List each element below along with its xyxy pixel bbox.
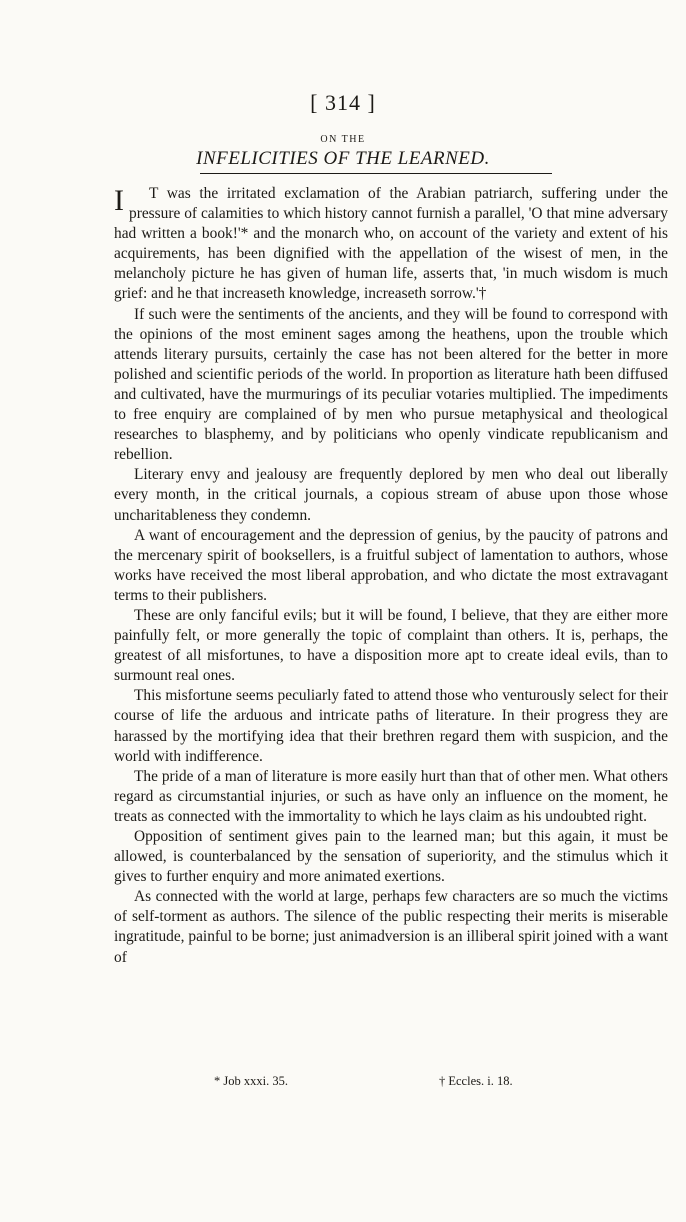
- article-title: INFELICITIES OF THE LEARNED.: [196, 148, 490, 169]
- paragraph-5: These are only fanciful evils; but it will be found, I believe, that they are either more painfully felt, or more generally the topic of complaint than others. It is, perhaps, the greatest of all misfortunes, to have a disposition more apt to create ideal evils, than to surmount real ones.: [114, 606, 668, 685]
- paragraph-6: This misfortune seems peculiarly fated to attend those who venturously select for their course of life the arduous and intricate paths of literature. In their progress they are harassed by the mortifying idea that their brethren regard them with suspicion, and the world with indifference.: [114, 687, 668, 765]
- paragraph-8: Opposition of sentiment gives pain to the learned man; but this again, it must be allowed, is counterbalanced by the sensation of superiority, and the stimulus which it gives to further enquiry and more animated exertions.: [114, 828, 668, 886]
- page-number: [ 314 ]: [310, 90, 376, 115]
- paragraph-3: Literary envy and jealousy are frequently deplored by men who deal out liberally every month, in the critical journals, a copious stream of abuse upon those whose uncharitableness they condemn.: [114, 466, 668, 524]
- footnote-job: * Job xxxi. 35.: [214, 1074, 288, 1088]
- paragraph-4: A want of encouragement and the depression of genius, by the paucity of patrons and the mercenary spirit of booksellers, is a fruitful subject of lamentation to authors, whose works have received the most liberal approbation, and who dictate the most extravagant terms to their publishers.: [114, 526, 668, 604]
- drop-cap: I: [114, 184, 124, 217]
- footnote-eccles: † Eccles. i. 18.: [439, 1074, 513, 1088]
- paragraph-2: If such were the sentiments of the ancients, and they will be found to correspond with the opinions of the most eminent sages among the heathens, upon the trouble which attends literary pursuits, certainly the case has not been altered for the better in more polished and scientific periods of the world. In proportion as literature hath been diffused and cultivated, have the murmurings of its peculiar votaries multiplied. The impediments to free enquiry are complained of by men who pursue metaphysical and theological researches to blasphemy, and by politicians who openly vindicate republicanism and rebellion.: [114, 305, 668, 464]
- title-kicker: ON THE: [320, 134, 366, 145]
- paragraph-1-text: T was the irritated exclamation of the Arabian patriarch, suffering under the pressure of calamities to which history cannot furnish a parallel, 'O that mine adversary had written a book!'* and the monarch who, on account of the variety and extent of his acquirements, has been dignified with the appellation of the wisest of men, in the melancholy picture he has given of human life, asserts that, 'in much wisdom is much grief: and he that increaseth knowledge, increaseth sorrow.'†: [114, 185, 668, 303]
- paragraph-1: [114, 184, 668, 305]
- title-underline: [200, 173, 552, 174]
- paragraph-9: As connected with the world at large, perhaps few characters are so much the victims of self-torment as authors. The silence of the public respecting their merits is miserable ingratitude, painful to be borne; just animadversion is an illiberal spirit joined with a want of: [114, 888, 668, 966]
- paragraph-7: The pride of a man of literature is more easily hurt than that of other men. What others regard as circumstantial injuries, or such as have only an influence on the moment, he treats as connected with the immortality to which he lays claim as his undoubted right.: [114, 767, 668, 825]
- article-body: [114, 184, 668, 968]
